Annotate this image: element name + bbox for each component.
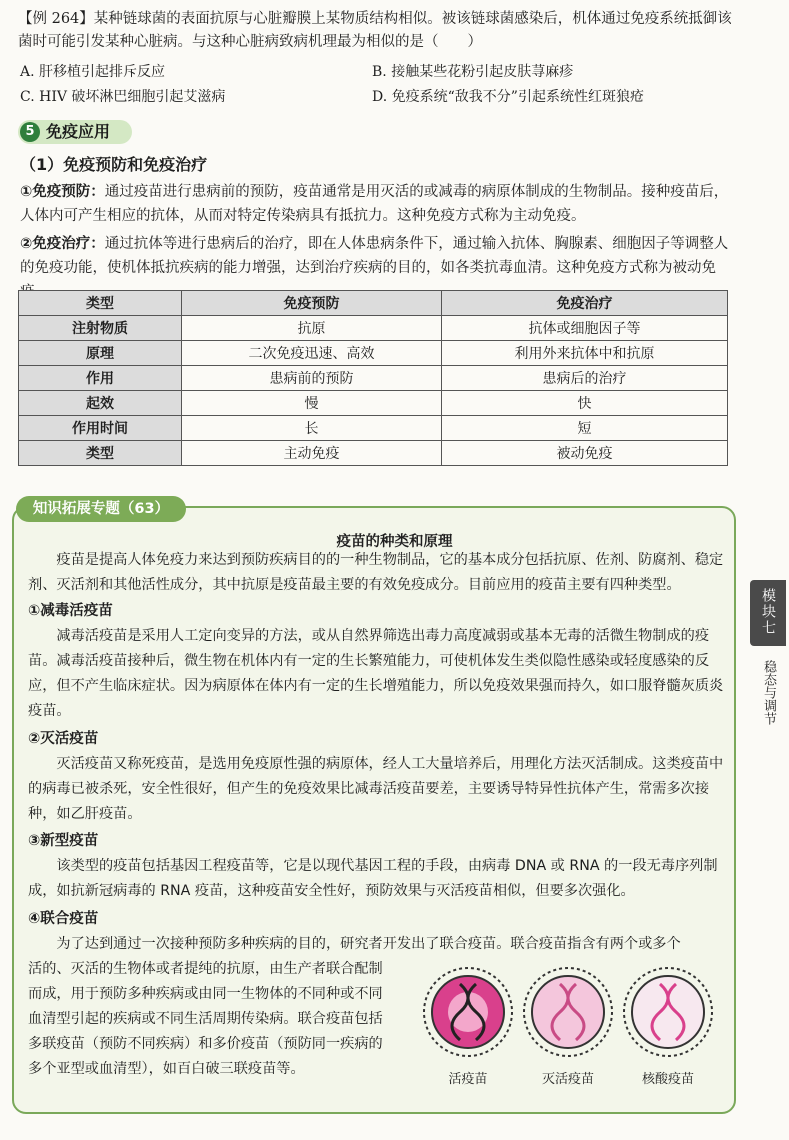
prevention-label: ①免疫预防：	[20, 184, 105, 200]
module-side-tab-label: 模块七	[760, 588, 776, 636]
table-row-label: 作用时间	[19, 416, 182, 441]
label-inactivated-vaccine: 灭活疫苗	[541, 1072, 594, 1087]
label-nucleic-acid-vaccine: 核酸疫苗	[641, 1072, 694, 1087]
question-stem: 【例 264】某种链球菌的表面抗原与心脏瓣膜上某物质结构相似。被该链球菌感染后，机体通过免疫系统抵御该菌时可能引发某种心脏病。与这种心脏病致病机理最为相似的是（ ）	[18, 11, 732, 50]
heading-new-vaccine: ③新型疫苗	[28, 833, 99, 849]
table-cell: 短	[441, 416, 727, 441]
heading-inactivated-vaccine: ②灭活疫苗	[28, 731, 99, 747]
table-cell: 患病前的预防	[182, 366, 442, 391]
vaccine-illustrations	[418, 962, 718, 1062]
table-cell: 抗体或细胞因子等	[441, 316, 727, 341]
treatment-text: 通过抗体等进行患病后的治疗，即在人体患病条件下，通过输入抗体、胸腺素、细胞因子等调整人的免疫功能，使机体抵抗疾病的能力增强，达到治疗疾病的目的，如各类抗毒血清。这种免疫方式称为被动免	[20, 236, 729, 276]
module-side-text: 稳态与调节	[761, 660, 776, 725]
section-title: 免疫应用	[46, 122, 111, 141]
inactivated-vaccine-virus-icon	[524, 968, 612, 1056]
label-live-vaccine: 活疫苗	[448, 1072, 488, 1087]
text-combined-vaccine: 活的、灭活的生物体或者提纯的抗原，由生产者联合配制而成，用于预防多种疾病或由同一生物体的不同种或不同血清型引起的疾病或不同生活周期传染病。联合疫苗包括多联疫苗（预防不同疾病）和多价疫苗（预防同一疾病的多个亚型或血清型），如百白破三联疫苗等。	[28, 961, 383, 1077]
table-header-cell: 免疫治疗	[441, 291, 727, 316]
table-row	[19, 416, 728, 441]
table-row-label: 注射物质	[19, 316, 182, 341]
knowledge-tab: 知识拓展专题（63）	[16, 496, 186, 522]
table-cell: 患病后的治疗	[441, 366, 727, 391]
prevention-text: 通过疫苗进行患病前的预防，疫苗通常是用灭活的或减毒的病原体制成的生物制品。接种疫苗后，人体内可产生相应的抗体，从而对特定传染病具有抵抗力。这种免疫方式称为主动免疫。	[20, 184, 729, 224]
table-row-label: 类型	[19, 441, 182, 466]
paragraph-prevention	[20, 180, 742, 228]
table-header-cell: 免疫预防	[182, 291, 442, 316]
subsection-title: （1）免疫预防和免疫治疗	[20, 155, 208, 174]
table-row-label: 起效	[19, 391, 182, 416]
option-c: C. HIV 破坏淋巴细胞引起艾滋病	[20, 89, 226, 105]
table-row	[19, 366, 728, 391]
heading-live-vaccine: ①减毒活疫苗	[28, 603, 113, 619]
text-combined-vaccine-intro: 为了达到通过一次接种预防多种疾病的目的，研究者开发出了联合疫苗。联合疫苗指含有两个或多个	[56, 936, 681, 952]
table-cell: 快	[441, 391, 727, 416]
treatment-label: ②免疫治疗：	[20, 236, 105, 252]
text-new-vaccine: 该类型的疫苗包括基因工程疫苗等，它是以现代基因工程的手段，由病毒 DNA 或 RNA 的一段无毒序列制成，如抗新冠病毒的 RNA 疫苗，这种疫苗安全性好，预防效果与灭活疫苗相似，但要多次强化。	[28, 858, 718, 899]
heading-combined-vaccine: ④联合疫苗	[28, 911, 99, 927]
topic-intro: 疫苗是提高人体免疫力来达到预防疾病目的的一种生物制品，它的基本成分包括抗原、佐剂、防腐剂、稳定剂、灭活剂和其他活性成分，其中抗原是疫苗最主要的有效免疫成分。目前应用的疫苗主要有四种类型。	[28, 552, 724, 593]
table-row	[19, 441, 728, 466]
table-header-row	[19, 291, 728, 316]
table-header-cell: 类型	[19, 291, 182, 316]
comparison-table	[18, 290, 728, 466]
table-row	[19, 341, 728, 366]
table-row-label: 原理	[19, 341, 182, 366]
table-cell: 慢	[182, 391, 442, 416]
text-inactivated-vaccine: 灭活疫苗又称死疫苗，是选用免疫原性强的病原体，经人工大量培养后，用理化方法灭活制成。这类疫苗中的病毒已被杀死，安全性很好，但产生的免疫效果比减毒活疫苗要差，主要诱导特异性抗体产生，常需多次接种，如乙肝疫苗。	[28, 756, 724, 822]
live-vaccine-virus-icon	[424, 968, 512, 1056]
table-cell: 被动免疫	[441, 441, 727, 466]
table-cell: 二次免疫迅速、高效	[182, 341, 442, 366]
topic-title: 疫苗的种类和原理	[336, 534, 453, 550]
text-live-vaccine: 减毒活疫苗是采用人工定向变异的方法，或从自然界筛选出毒力高度减弱或基本无毒的活微生物制成的疫苗。减毒活疫苗接种后，微生物在机体内有一定的生长繁殖能力，可使机体发生类似隐性感染或轻度感染的反应，但不产生临床症状。因为病原体在体内有一定的生长增殖能力，所以免疫效果强而持久，如口服脊髓灰质炎疫苗。	[28, 628, 724, 719]
nucleic-acid-vaccine-virus-icon	[624, 968, 712, 1056]
table-row	[19, 316, 728, 341]
module-side-tab[interactable]	[750, 580, 786, 646]
option-a: A. 肝移植引起排斥反应	[20, 64, 166, 80]
table-cell: 利用外来抗体中和抗原	[441, 341, 727, 366]
table-row	[19, 391, 728, 416]
table-cell: 主动免疫	[182, 441, 442, 466]
option-b: B. 接触某些花粉引起皮肤荨麻疹	[372, 64, 574, 80]
option-d: D. 免疫系统“敌我不分”引起系统性红斑狼疮	[372, 89, 644, 105]
section-number: 5	[20, 122, 40, 142]
table-row-label: 作用	[19, 366, 182, 391]
table-cell: 长	[182, 416, 442, 441]
table-cell: 抗原	[182, 316, 442, 341]
